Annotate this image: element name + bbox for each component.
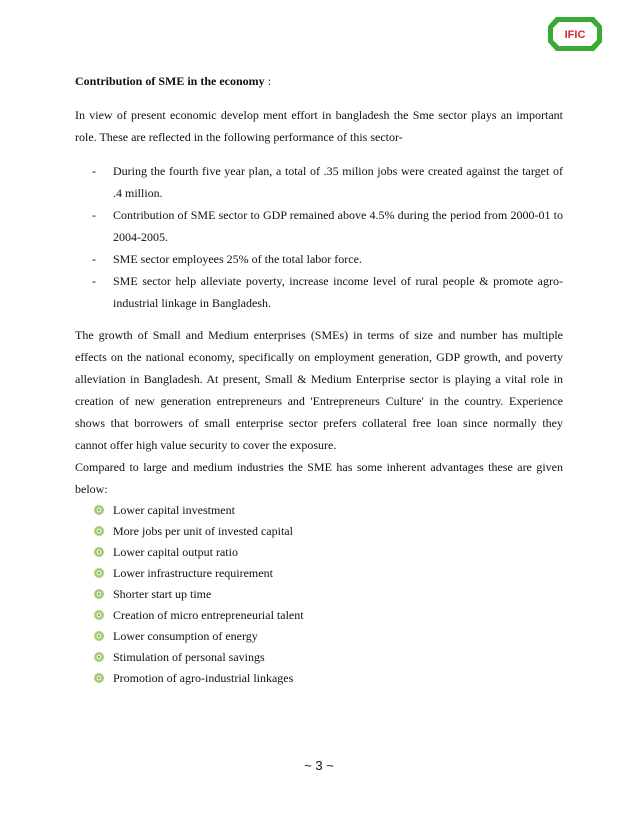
performance-item: - SME sector employees 25% of the total labor force. <box>75 248 563 270</box>
advantage-item: Shorter start up time <box>75 584 563 605</box>
gear-bullet-icon <box>93 630 105 642</box>
growth-paragraph: The growth of Small and Medium enterprises (SMEs) in terms of size and number has multiple effects on the national economy, specifically on employment generation, GDP growth, and poverty alleviation in Bangladesh. At present, Small & Medium Enterprise sector is playing a vital role in creation of new generation entrepreneurs and 'Entrepreneurs Culture' in the country. Experience shows that borrowers of small enterprise sector prefers collateral free loan since normally they cannot offer high value security to cover the exposure. <box>75 328 563 452</box>
performance-list <box>75 160 563 314</box>
section-heading-text: Contribution of SME in the economy <box>75 74 265 88</box>
gear-bullet-icon <box>93 609 105 621</box>
section-heading-suffix: : <box>264 74 272 88</box>
gear-bullet-icon <box>93 588 105 600</box>
main-content <box>75 72 563 689</box>
advantages-list <box>75 500 563 689</box>
gear-bullet-icon <box>93 651 105 663</box>
performance-item: - Contribution of SME sector to GDP remained above 4.5% during the period from 2000-01 to 2004-2005. <box>75 204 563 248</box>
performance-item: - During the fourth five year plan, a total of .35 milion jobs were created against the target of .4 million. <box>75 160 563 204</box>
advantage-item: Promotion of agro-industrial linkages <box>75 668 563 689</box>
advantage-item: Lower capital output ratio <box>75 542 563 563</box>
gear-bullet-icon <box>93 525 105 537</box>
advantage-item: Lower consumption of energy <box>75 626 563 647</box>
section-heading <box>75 72 563 90</box>
gear-bullet-icon <box>93 504 105 516</box>
advantage-item: Creation of micro entrepreneurial talent <box>75 605 563 626</box>
advantages-intro: Compared to large and medium industries the SME has some inherent advantages these are given below: <box>75 460 563 496</box>
logo-text: IFIC <box>564 29 586 41</box>
advantage-item: Lower infrastructure requirement <box>75 563 563 584</box>
advantage-item: Stimulation of personal savings <box>75 647 563 668</box>
gear-bullet-icon <box>93 567 105 579</box>
intro-paragraph: In view of present economic develop ment effort in bangladesh the Sme sector plays an important role. These are reflected in the following performance of this sector- <box>75 108 563 144</box>
gear-bullet-icon <box>93 672 105 684</box>
advantage-item: More jobs per unit of invested capital <box>75 521 563 542</box>
ific-logo <box>546 14 604 54</box>
gear-bullet-icon <box>93 546 105 558</box>
advantage-item: Lower capital investment <box>75 500 563 521</box>
performance-item: - SME sector help alleviate poverty, increase income level of rural people & promote agro-industrial linkage in Bangladesh. <box>75 270 563 314</box>
page-number: ~ 3 ~ <box>304 758 334 773</box>
